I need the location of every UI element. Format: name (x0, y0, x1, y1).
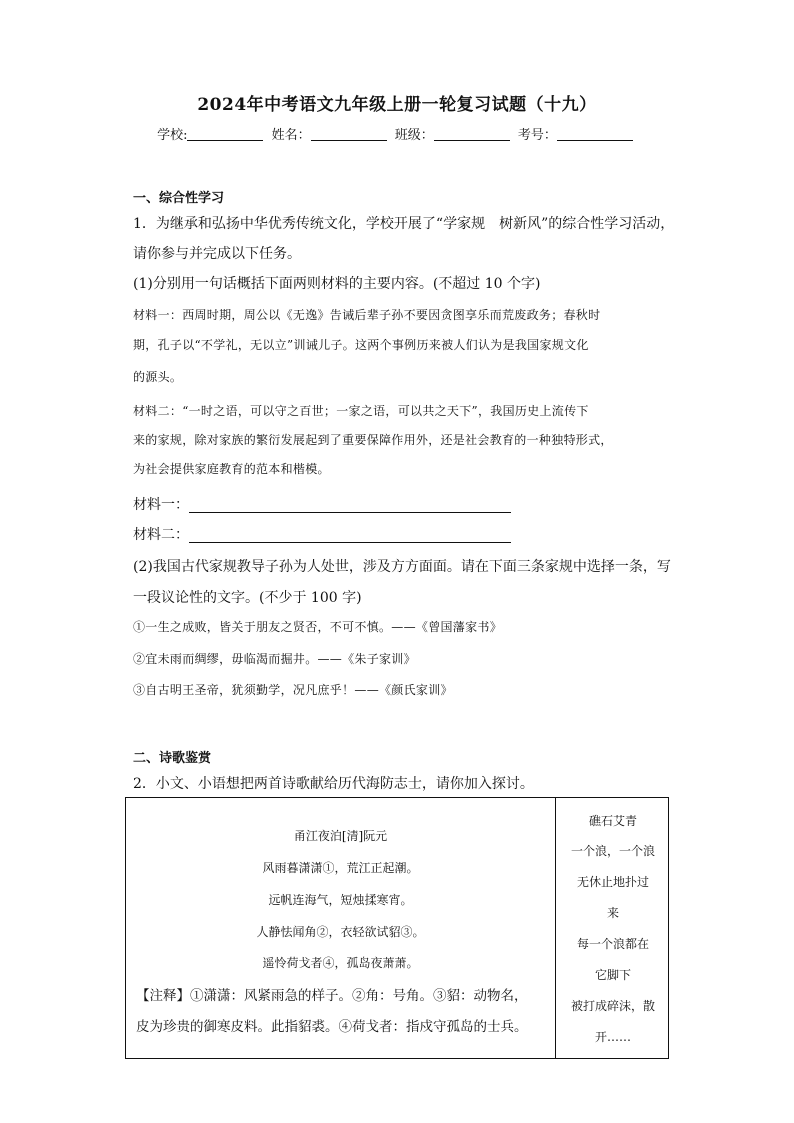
poem-line-3: 人静怯闻角②，衣轻欲试貂③。 (256, 925, 425, 939)
school-blank[interactable] (187, 128, 263, 141)
class-label: 班级： (394, 128, 434, 143)
answer2-blank[interactable] (189, 528, 511, 543)
poem-line-2: 远帆连海气，短烛揉寒宵。 (268, 893, 413, 907)
answer2-row (133, 524, 511, 544)
answer1-row (133, 494, 511, 514)
material2-line1: 材料二：“一时之语，可以守之百世；一家之语，可以共之天下”，我国历史上流传下 (133, 404, 589, 418)
question1-line2: 请你参与并完成以下任务。 (133, 246, 301, 262)
right-poem-line-3: 来 (606, 906, 619, 920)
table-divider (555, 798, 556, 1058)
class-blank[interactable] (434, 128, 510, 141)
section1-heading: 一、综合性学习 (133, 191, 225, 206)
task2-line1: (2)我国古代家规教导子孙为人处世，涉及方方面面。请在下面三条家规中选择一条，写 (133, 559, 671, 575)
exam-number-blank[interactable] (557, 128, 633, 141)
poem-line-4: 遥怜荷戈者④，孤岛夜萧萧。 (262, 956, 419, 970)
exam-title: 2024年中考语文九年级上册一轮复习试题（十九） (197, 95, 597, 115)
right-poem-line-1: 一个浪，一个浪 (570, 844, 655, 858)
question1-line1: 1．为继承和弘扬中华优秀传统文化，学校开展了“学家规 树新风”的综合性学习活动， (133, 216, 675, 232)
family-rule-3: ③自古明王圣帝，犹须勤学，况凡庶乎！——《颜氏家训》 (133, 683, 453, 697)
material2-line2: 来的家规，除对家族的繁衍发展起到了重要保障作用外，还是社会教育的一种独特形式， (133, 433, 613, 447)
section2-heading: 二、诗歌鉴赏 (133, 751, 212, 766)
poem-line-1: 风雨暮潇潇①，荒江正起潮。 (262, 861, 419, 875)
poem-table (125, 797, 669, 1059)
material2-line3: 为社会提供家庭教育的范本和楷模。 (133, 462, 330, 476)
right-poem-line-7: 开…… (594, 1030, 631, 1044)
family-rule-1: ①一生之成败，皆关于朋友之贤否，不可不慎。——《曾国藩家书》 (133, 620, 503, 634)
school-label: 学校: (157, 128, 188, 143)
answer2-label: 材料二： (133, 527, 189, 543)
task1-prompt: (1)分别用一句话概括下面两则材料的主要内容。(不超过 10 个字) (133, 276, 541, 292)
right-poem-title: 礁石艾青 (588, 814, 637, 828)
exam-number-label: 考号： (517, 128, 557, 143)
material1-line1: 材料一：西周时期，周公以《无逸》告诫后辈子孙不要因贪图享乐而荒废政务；春秋时 (133, 308, 601, 322)
answer1-blank[interactable] (189, 498, 511, 513)
poem-notes-line2: 皮为珍贵的御寒皮料。此指貂裘。④荷戈者：指戍守孤岛的士兵。 (136, 1019, 528, 1035)
question2-prompt: 2．小文、小语想把两首诗歌献给历代海防志士，请你加入探讨。 (133, 776, 534, 792)
poem-notes-line1: 【注释】①潇潇：风紧雨急的样子。②角：号角。③貂：动物名， (136, 988, 528, 1004)
answer1-label: 材料一： (133, 497, 189, 513)
poem-title: 甬江夜泊[清]阮元 (293, 829, 388, 843)
name-blank[interactable] (311, 128, 387, 141)
name-label: 姓名： (271, 128, 311, 143)
right-poem-line-6: 被打成碎沫，散 (570, 999, 655, 1013)
task2-line2: 一段议论性的文字。(不少于 100 字) (133, 590, 362, 606)
material1-line3: 的源头。 (133, 370, 183, 384)
right-poem-line-2: 无休止地扑过 (576, 875, 649, 889)
right-poem-line-5: 它脚下 (594, 968, 631, 982)
right-poem-line-4: 每一个浪都在 (576, 937, 649, 951)
material1-line2: 期，孔子以“不学礼，无以立”训诫儿子。这两个事例历来被人们认为是我国家规文化 (133, 338, 589, 352)
student-info-row (0, 124, 794, 143)
family-rule-2: ②宜未雨而绸缪，毋临渴而掘井。——《朱子家训》 (133, 652, 416, 666)
